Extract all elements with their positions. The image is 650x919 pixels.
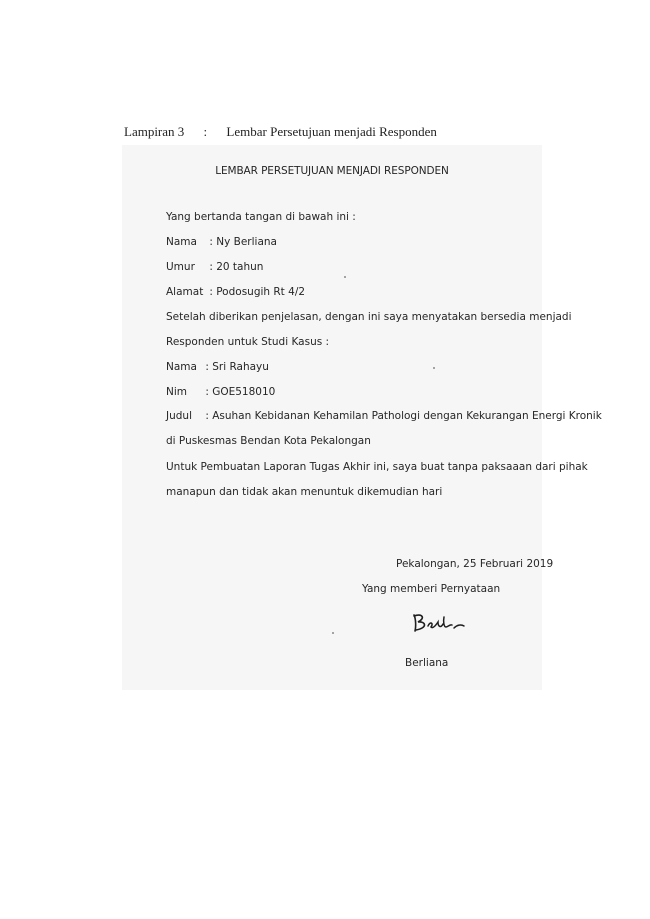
study-title-line-2: di Puskesmas Bendan Kota Pekalongan (166, 435, 371, 447)
respondent-address-row (166, 286, 305, 298)
scan-speck (344, 276, 346, 278)
signature-image (408, 609, 468, 637)
respondent-age-label: Umur (166, 261, 195, 273)
appendix-title: Lembar Persetujuan menjadi Responden (226, 124, 437, 139)
signer-caption: Yang memberi Pernyataan (362, 583, 501, 595)
student-nim-row (166, 386, 275, 398)
student-name-label: Nama (166, 361, 197, 373)
respondent-address-value: : Podosugih Rt 4/2 (209, 286, 306, 298)
study-title-value: : Asuhan Kebidanan Kehamilan Pathologi dengan Kekurangan Energi Kronik (205, 410, 602, 422)
place-date: Pekalongan, 25 Februari 2019 (396, 558, 554, 570)
statement-line-2: Responden untuk Studi Kasus : (166, 336, 330, 348)
study-title-row (166, 410, 602, 422)
purpose-line-1: Untuk Pembuatan Laporan Tugas Akhir ini, saya buat tanpa paksaaan dari pihak (166, 461, 588, 473)
appendix-separator: : (203, 124, 208, 139)
purpose-line-2: manapun dan tidak akan menuntuk dikemudian hari (166, 486, 443, 498)
signer-name: Berliana (405, 657, 449, 669)
form-title: LEMBAR PERSETUJUAN MENJADI RESPONDEN (215, 165, 449, 177)
scan-speck (433, 367, 435, 369)
respondent-name-row (166, 236, 277, 248)
student-name-row (166, 361, 269, 373)
respondent-age-row (166, 261, 263, 273)
appendix-header (124, 124, 437, 140)
respondent-name-label: Nama (166, 236, 197, 248)
statement-line-1: Setelah diberikan penjelasan, dengan ini saya menyatakan bersedia menjadi (166, 311, 572, 323)
student-nim-label: Nim (166, 386, 187, 398)
student-nim-value: : GOE518010 (205, 386, 276, 398)
scanned-consent-form (122, 145, 602, 690)
student-name-value: : Sri Rahayu (205, 361, 269, 373)
form-intro: Yang bertanda tangan di bawah ini : (166, 211, 356, 223)
appendix-label: Lampiran 3 (124, 124, 185, 139)
study-title-label: Judul (166, 410, 192, 422)
scan-speck (332, 632, 334, 634)
respondent-name-value: : Ny Berliana (209, 236, 277, 248)
respondent-address-label: Alamat (166, 286, 204, 298)
respondent-age-value: : 20 tahun (209, 261, 264, 273)
